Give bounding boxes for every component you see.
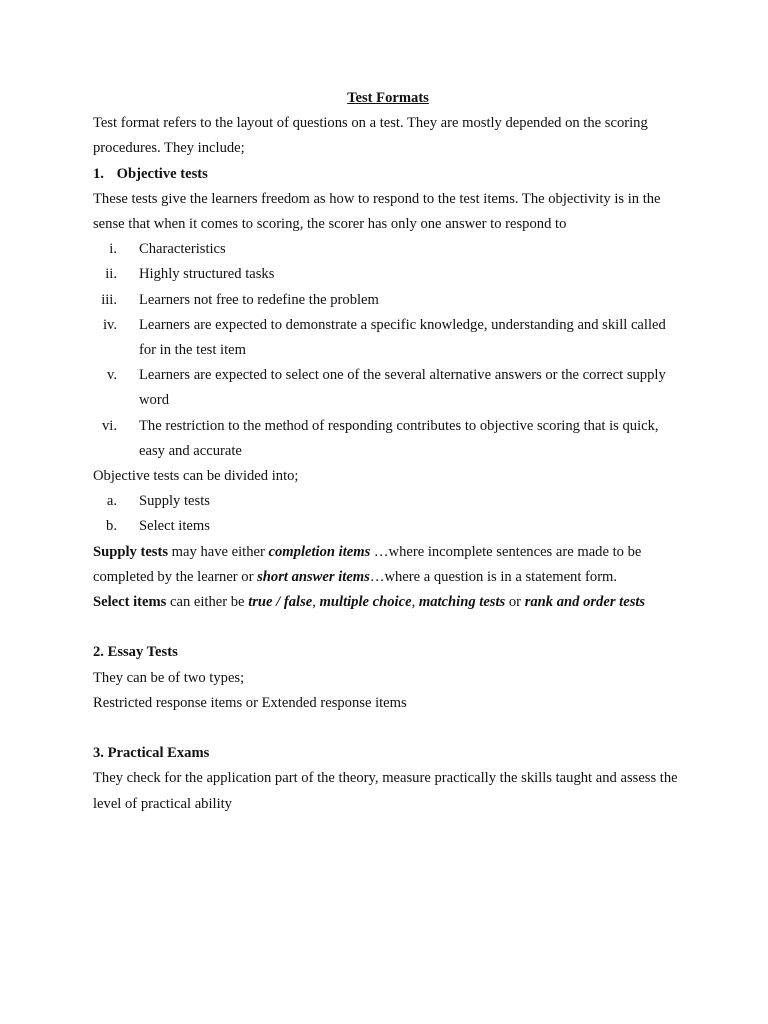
section-heading-objective-tests [93,162,683,187]
multiple-choice-term: multiple choice [319,594,412,611]
true-false-term: true / false [248,594,313,611]
list-item [93,489,683,514]
select-items-paragraph [93,590,683,615]
matching-tests-term: matching tests [418,594,506,611]
list-item-text: The restriction to the method of responding contributes to objective scoring that is quick, easy and accurate [139,417,659,459]
supply-tests-term: Supply tests [93,543,169,560]
text-run: …where incomplete sentences are made to be completed by the learner or [93,543,642,585]
list-marker: a. [106,493,117,510]
list-item-text: Select items [139,518,210,535]
essay-tests-line: They can be of two types; [93,669,245,686]
select-items-term: Select items [93,594,167,611]
divided-intro: Objective tests can be divided into; [93,468,299,485]
list-item [93,363,683,413]
spacer [93,716,683,741]
section-heading-practical-exams: 3. Practical Exams [93,745,210,762]
list-item [93,414,683,464]
list-item-text: Learners not free to redefine the problem [139,291,379,308]
section-heading-essay-tests: 2. Essay Tests [93,644,178,661]
supply-tests-paragraph [93,540,683,590]
list-item-text: Learners are expected to select one of the several alternative answers or the correct supply word [139,367,666,409]
practical-exams-paragraph: They check for the application part of the theory, measure practically the skills taught and assess the level of practical ability [93,770,678,812]
text-run: or [505,594,525,611]
section-number: 1. [93,165,104,182]
document-body [93,86,683,817]
list-marker: v. [107,367,117,384]
list-item-text: Learners are expected to demonstrate a specific knowledge, understanding and skill called for in the test item [139,316,666,359]
list-marker: i. [109,241,117,258]
list-marker: vi. [102,417,117,434]
list-item [93,514,683,539]
characteristics-list [93,237,683,464]
list-item-text: Supply tests [139,493,210,510]
document-title: Test Formats [347,90,429,106]
list-item [93,313,683,363]
list-item [93,288,683,313]
text-run: , [312,594,320,611]
objective-tests-description: These tests give the learners freedom as how to respond to the test items. The objectivity is in the sense that when it comes to scoring, the scorer has only one answer to respond to [93,190,661,233]
intro-paragraph: Test format refers to the layout of questions on a test. They are mostly depended on the scoring procedures. They include; [93,115,648,157]
text-run: can either be [166,594,249,611]
list-marker: b. [106,518,117,535]
objective-types-list [93,489,683,539]
text-run: may have either [168,543,269,560]
list-marker: iii. [101,291,117,308]
section-heading-text: Objective tests [116,165,208,182]
list-item [93,237,683,262]
list-marker: ii. [105,266,117,283]
text-run: , [411,594,419,611]
list-marker: iv. [102,316,117,333]
spacer [93,615,683,640]
list-item [93,262,683,287]
list-item-text: Characteristics [139,241,226,258]
completion-items-term: completion items [268,543,371,560]
text-run: …where a question is in a statement form. [369,568,618,585]
short-answer-items-term: short answer items [257,568,370,585]
list-item-text: Highly structured tasks [139,266,275,283]
rank-and-order-tests-term: rank and order tests [524,594,646,611]
essay-tests-line: Restricted response items or Extended response items [93,694,407,711]
